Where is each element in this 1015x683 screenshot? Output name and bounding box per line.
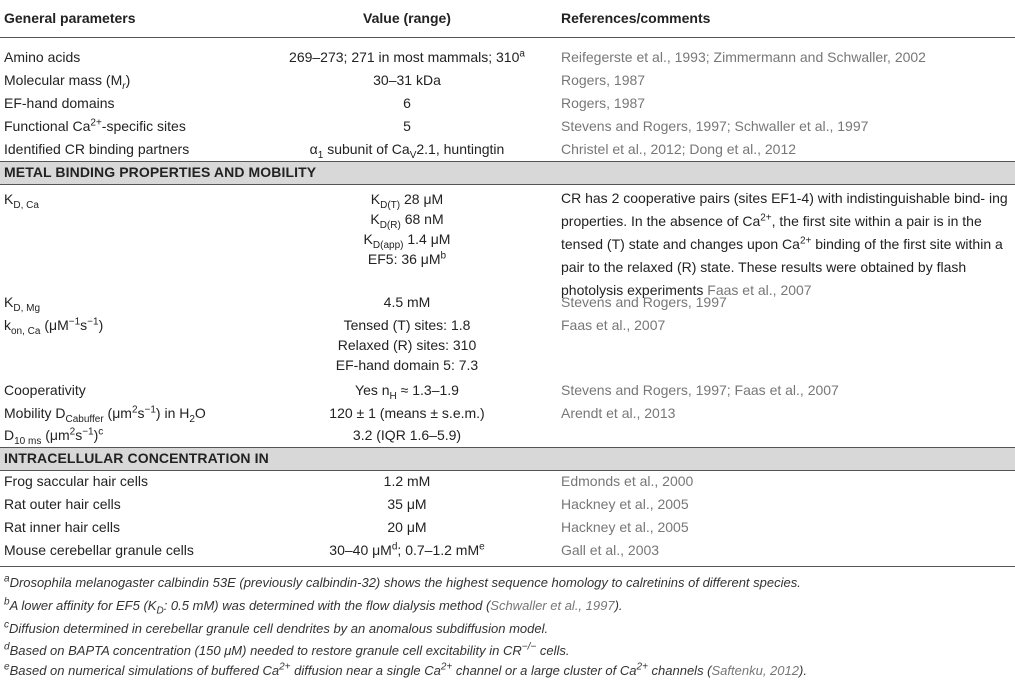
value-cell: 6 <box>403 95 411 111</box>
reference-cell: Stevens and Rogers, 1997 <box>561 294 727 310</box>
value-cell: 120 ± 1 (means ± s.e.m.) <box>329 405 485 421</box>
footnote-e: $^e$Based on numerical simulations of buffered $Ca^{2+}$ diffusion near a single $Ca^{2+}$ channel or a large cluster of $Ca^{2+}$ channels (Saftenku, 2012). <box>4 661 807 678</box>
reference-cell: Reifegerste et al., 1993; Zimmermann and Schwaller, 2002 <box>561 49 926 65</box>
param-cell: Cooperativity <box>4 382 86 398</box>
value-cell: 3.2 (IQR 1.6–5.9) <box>352 427 462 443</box>
param-cell: $K_{D, Ca}$ <box>4 191 39 211</box>
reference-cell: Rogers, 1987 <box>561 95 646 111</box>
footnote-b: $^b$A lower affinity for EF5 ($K_D$: 0.5 mM) was determined with the flow dialysis method (Schwaller et al., 1997). <box>4 596 623 617</box>
reference-cell: Stevens and Rogers, 1997; Schwaller et al., 1997 <box>561 118 869 134</box>
reference-cell: Hackney et al., 2005 <box>561 519 689 535</box>
param-cell: EF-hand domains <box>4 95 115 111</box>
reference-cell: Gall et al., 2003 <box>561 542 660 558</box>
footnote-a: $^a$Drosophila melanogaster calbindin 53E (previously calbindin-32) shows the highest sequence homology to calretinins of different species. <box>4 573 801 590</box>
value-cell: Yes $n_H \approx 1.3-1.9$ <box>355 382 459 402</box>
reference-cell: Rogers, 1987 <box>561 72 646 88</box>
reference-cell: Edmonds et al., 2000 <box>561 473 694 489</box>
value-cell: 5 <box>403 118 411 134</box>
param-cell: Rat inner hair cells <box>4 519 120 535</box>
param-cell: Mobility $D_{Cabuffer}$ $(\mu m^2s^{-1})$ in $H_2O$ <box>4 404 206 425</box>
param-cell: $K_{D, Mg}$ <box>4 294 41 314</box>
section-header-metal-binding: METAL BINDING PROPERTIES AND MOBILITY <box>0 161 1015 185</box>
value-cell: 20 μM <box>387 519 427 535</box>
value-cell: $K_{D(T)}$ 28 μM $K_{D(R)}$ 68 nM $K_{D(app)}$ 1.4 μM EF5: 36 $\mu M^b$ <box>363 191 451 267</box>
param-cell: Mouse cerebellar granule cells <box>4 542 194 558</box>
param-cell: Amino acids <box>4 49 81 65</box>
value-cell: 35 μM <box>387 496 427 512</box>
comment-reference: Faas et al., 2007 <box>707 282 812 298</box>
param-cell: Frog saccular hair cells <box>4 473 148 489</box>
value-cell: 1.2 mM <box>383 473 431 489</box>
table-bottom-rule <box>0 566 1015 567</box>
reference-cell: Stevens and Rogers, 1997; Faas et al., 2007 <box>561 382 839 398</box>
header-references: References/comments <box>561 10 711 26</box>
section-header-intracellular: INTRACELLULAR CONCENTRATION IN <box>0 447 1015 471</box>
value-cell: 4.5 mM <box>383 294 431 310</box>
reference-cell: Faas et al., 2007 <box>561 317 666 333</box>
value-cell: 30–31 kDa <box>373 72 441 88</box>
reference-cell: Hackney et al., 2005 <box>561 496 689 512</box>
param-cell: Functional $Ca^{2+}$-specific sites <box>4 117 186 134</box>
comment-cell: CR has 2 cooperative pairs (sites EF1-4) with indistinguishable bind- ing properties. In the absence of $Ca^{2+}$, the first site within a pair is in the tensed (T) state and changes upon $Ca^{2+}$ binding of the first site within a pair to the relaxed (R) state. These results were obtained by flash photolysis experiments Faas et al., 2007 <box>561 190 1008 298</box>
param-cell: Molecular mass $(M_r)$ <box>4 72 131 92</box>
footnote-d: $^d$Based on BAPTA concentration (150 μM) needed to restore granule cell excitability in CR−/− cells. <box>4 641 570 658</box>
value-cell: 269–273; 271 in most mammals; 310$^a$ <box>289 48 525 65</box>
param-cell: Rat outer hair cells <box>4 496 121 512</box>
header-value-range: Value (range) <box>363 10 451 26</box>
reference-cell: Christel et al., 2012; Dong et al., 2012 <box>561 141 797 157</box>
param-cell: $D_{10 ms}$ $(\mu m^2s^{-1})^c$ <box>4 426 104 447</box>
header-divider <box>0 37 1015 38</box>
reference-cell: Arendt et al., 2013 <box>561 405 676 421</box>
value-cell: $\alpha_1$ subunit of $Ca_V2.1$, huntingtin <box>309 141 505 161</box>
footnote-c: $^c$Diffusion determined in cerebellar granule cell dendrites by an anomalous subdiffusion model. <box>4 619 549 636</box>
value-cell: Tensed (T) sites: 1.8 Relaxed (R) sites: 310 EF-hand domain 5: 7.3 <box>335 317 479 373</box>
value-cell: 30–40 $\mu M^d$; 0.7–1.2 $mM^e$ <box>329 541 485 558</box>
param-cell: Identified CR binding partners <box>4 141 190 157</box>
header-general-parameters: General parameters <box>4 10 136 26</box>
param-cell: $k_{on, Ca}$ $(\mu M^{-1}s^{-1})$ <box>4 316 104 337</box>
